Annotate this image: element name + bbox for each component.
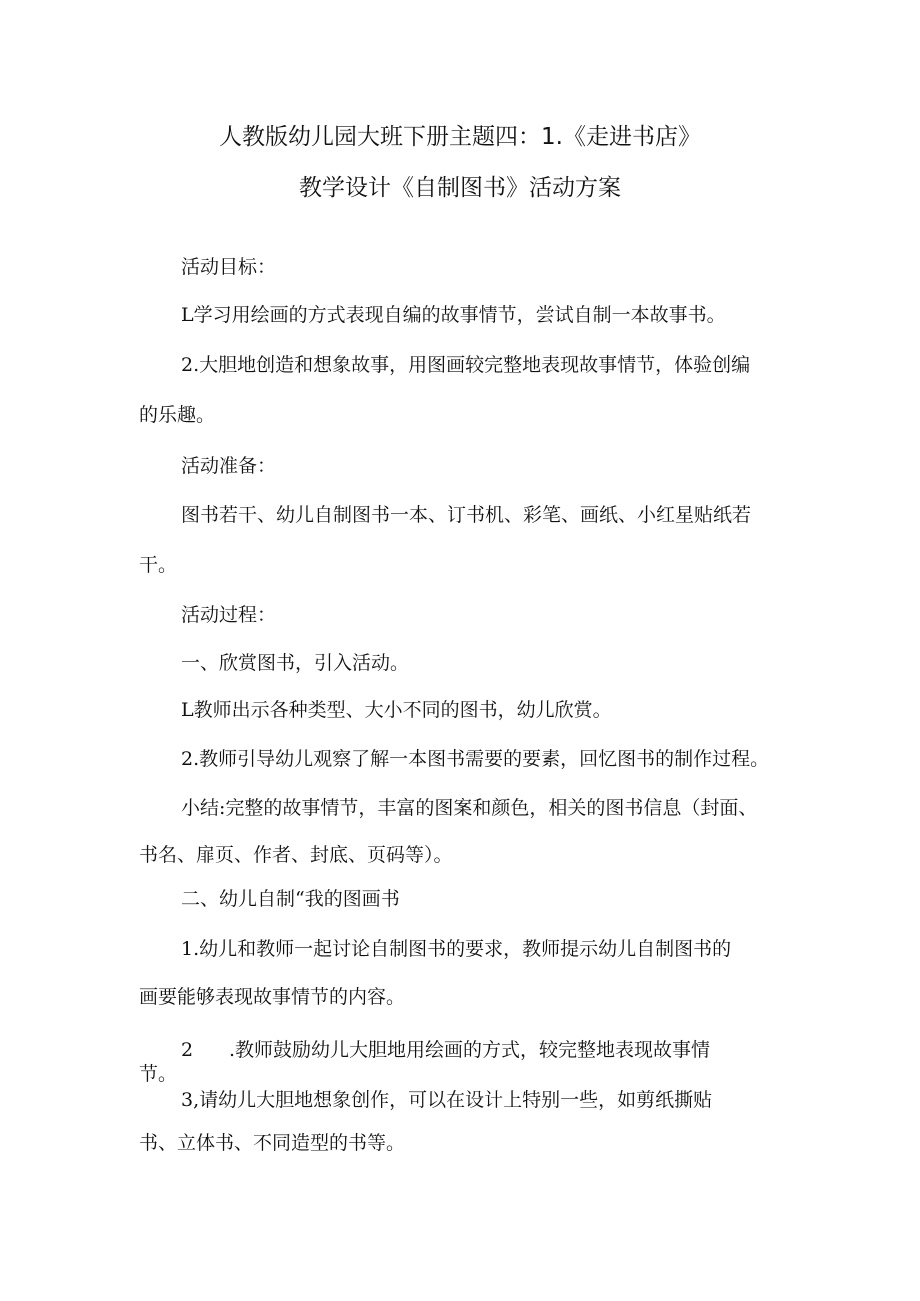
goal-item-1: L学习用绘画的方式表现自编的故事情节，尝试自制一本故事书。 [181,304,726,326]
process-part-2-item-3-line-1: 3,请幼儿大胆地想象创作，可以在设计上特别一些，如剪纸撕贴 [181,1089,713,1111]
goal-item-2-line-1: 2.大胆地创造和想象故事，用图画较完整地表现故事情节，体验创编 [181,354,751,376]
process-part-2-item-1-line-1: 1.幼儿和教师一起讨论自制图书的要求，教师提示幼儿自制图书的 [181,938,732,960]
process-part-2-title: 二、幼儿自制“我的图画书 [181,888,400,910]
item-2-number: 2 [181,1039,194,1061]
item-2-text: .教师鼓励幼儿大胆地用绘画的方式，较完整地表现故事情 [229,1039,711,1061]
process-part-1-title: 一、欣赏图书，引入活动。 [181,652,410,674]
goals-heading: 活动目标： [181,256,277,278]
document-title-line-2: 教学设计《自制图书》活动方案 [299,175,621,201]
preparation-text-line-2: 干。 [139,554,178,576]
process-heading: 活动过程： [181,604,277,626]
preparation-text-line-1: 图书若干、幼儿自制图书一本、订书机、彩笔、画纸、小红星贴纸若 [181,504,752,526]
document-title-line-1: 人教版幼儿园大班下册主题四：1.《走进书店》 [219,124,701,150]
goal-item-2-line-2: 的乐趣。 [139,404,216,426]
preparation-heading: 活动准备： [181,455,277,477]
process-part-2-item-3-line-2: 书、立体书、不同造型的书等。 [139,1132,406,1154]
process-part-2-item-1-line-2: 画要能够表现故事情节的内容。 [139,986,406,1008]
process-part-1-item-1: L教师出示各种类型、大小不同的图书，幼儿欣赏。 [181,699,612,721]
process-summary-line-1: 小结:完整的故事情节，丰富的图案和颜色，相关的图书信息（封面、 [181,797,758,819]
process-part-1-item-2: 2.教师引导幼儿观察了解一本图书需要的要素，回忆图书的制作过程。 [181,748,770,770]
process-part-2-item-2-line-2: 节。 [139,1063,178,1085]
process-summary-line-2: 书名、扉页、作者、封底、页码等）。 [139,844,453,866]
process-part-2-item-2-line-1 [181,1037,710,1063]
